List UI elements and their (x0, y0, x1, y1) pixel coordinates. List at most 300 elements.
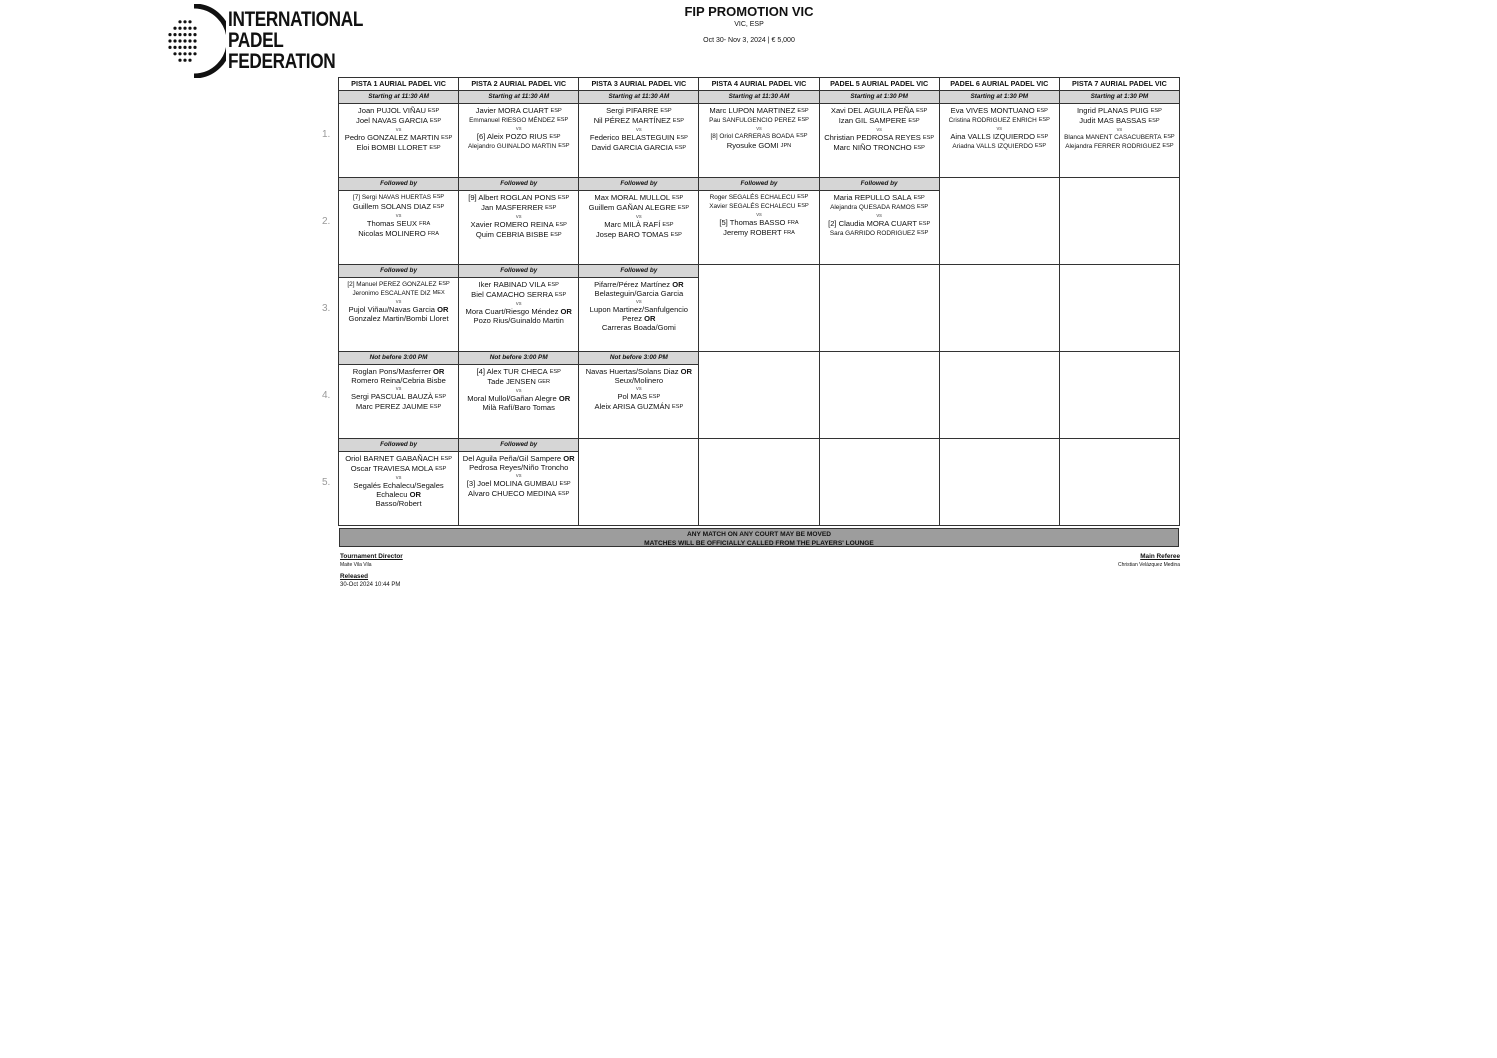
nationality-code: FRA (787, 219, 799, 226)
player-name: Thomas SEUX (366, 218, 418, 228)
vs-label: vs (395, 212, 402, 219)
court-header-5: PADEL 5 AURIAL PADEL VIC (819, 78, 939, 91)
empty-cell (939, 178, 1059, 265)
player-line (941, 106, 1058, 116)
player-name: Mora Cuart/Riesgo Méndez (465, 306, 559, 316)
player-name: Sara GARRIDO RODRIGUEZ (829, 229, 916, 237)
vs-label: vs (515, 472, 522, 479)
player-name: Javier MORA CUART (475, 106, 549, 115)
nationality-code: ESP (1162, 142, 1174, 149)
nationality-code: ESP (916, 204, 929, 211)
player-name: Pujol Viñau/Navas Garcia (348, 304, 435, 314)
vs-label: vs (395, 474, 402, 481)
empty-cell (699, 265, 819, 352)
player-name: Xavier SEGALÉS ECHALECU (709, 203, 796, 211)
player-line (340, 499, 457, 508)
vs-label: vs (636, 385, 642, 392)
director-block (340, 553, 403, 568)
player-name: Nicolas MOLINERO (358, 228, 426, 238)
match-time: Followed by (339, 439, 458, 452)
player-name: Del Aguila Peña/Gil Sampere (462, 454, 562, 463)
nationality-code: ESP (649, 393, 661, 400)
or-label: OR (672, 280, 684, 289)
player-line (1061, 116, 1178, 126)
player-line (460, 479, 577, 489)
released-label: Released (340, 573, 369, 580)
vs-label: vs (636, 298, 642, 305)
player-line (460, 403, 577, 412)
nationality-code: ESP (797, 194, 809, 200)
player-line (580, 280, 697, 289)
player-line (460, 307, 577, 316)
player-name: Aleix ARISA GUZMÁN (594, 401, 671, 411)
nationality-code: ESP (430, 403, 442, 410)
player-line (821, 106, 938, 116)
player-name: Pifarre/Pérez Martínez (594, 280, 671, 289)
empty-cell (819, 352, 939, 439)
or-label: OR (437, 304, 449, 314)
player-line (700, 132, 817, 141)
player-name: Jeremy ROBERT (723, 227, 782, 237)
player-line (460, 116, 577, 125)
match-time: Starting at 11:30 AM (579, 91, 698, 104)
player-name: Eloi BOMBI LLORET (356, 142, 428, 152)
player-line (460, 280, 577, 290)
org-line-3: FEDERATION (228, 50, 336, 73)
player-name: Blanca MANENT CASACUBERTA (1064, 133, 1162, 141)
player-name: Navas Huertas/Solans Diaz (585, 367, 679, 376)
nationality-code: ESP (672, 195, 684, 201)
player-line (340, 116, 457, 126)
empty-cell (1059, 352, 1179, 439)
or-label: OR (432, 367, 445, 376)
player-name: Judit MAS BASSAS (1079, 116, 1147, 126)
player-name: [2] Manuel PEREZ GONZALEZ (347, 281, 437, 288)
player-line (340, 143, 457, 153)
player-name: Marc LUPON MARTINEZ (709, 106, 796, 115)
player-name: Eva VIVES MONTUANO (950, 106, 1035, 115)
player-line (821, 116, 938, 126)
player-name: Carreras Boada/Gomi (601, 323, 676, 333)
released-value: 30-Oct 2024 10:44 PM (340, 582, 401, 588)
court-header-1: PISTA 1 AURIAL PADEL VIC (339, 78, 459, 91)
match-cell (579, 178, 699, 265)
nationality-code: ESP (916, 108, 928, 114)
empty-cell (939, 439, 1059, 526)
nationality-code: ESP (1036, 108, 1048, 114)
vs-label: vs (395, 126, 402, 133)
player-line (821, 193, 938, 203)
player-line (580, 323, 697, 332)
schedule-row-3 (339, 265, 1180, 352)
player-line (580, 402, 697, 412)
empty-cell (939, 265, 1059, 352)
player-name: Ryosuke GOMI (726, 140, 779, 150)
match-time: Not before 3:00 PM (579, 352, 698, 365)
player-line (460, 230, 577, 240)
player-name: Sergi PASCUAL BAUZÀ (351, 391, 433, 401)
player-line (460, 132, 577, 142)
match-cell (939, 91, 1059, 178)
player-name: Alejandra QUESADA RAMOS (830, 204, 915, 212)
nationality-code: ESP (428, 108, 440, 114)
court-header-3: PISTA 3 AURIAL PADEL VIC (579, 78, 699, 91)
player-name: Marc PEREZ JAUME (355, 401, 429, 411)
player-name: Echalecu (376, 489, 408, 499)
player-line (580, 106, 697, 116)
player-line (460, 203, 577, 213)
player-line (580, 289, 697, 298)
match-time: Starting at 1:30 PM (940, 91, 1059, 104)
empty-cell (939, 352, 1059, 439)
player-name: [5] Thomas BASSO (719, 217, 786, 227)
vs-label: vs (515, 387, 522, 394)
match-cell (322, 265, 459, 352)
player-line (580, 116, 697, 126)
nationality-code: ESP (908, 118, 920, 125)
player-line (700, 202, 817, 211)
or-label: OR (560, 306, 572, 316)
player-name: [3] Joel MOLINA GUMBAU (466, 478, 558, 488)
player-line (700, 116, 817, 125)
player-line (821, 203, 938, 212)
player-name: Ariadna VALLS IZQUIERDO (952, 142, 1033, 150)
player-line (580, 392, 697, 402)
match-time: Followed by (459, 439, 578, 452)
match-cell (819, 178, 939, 265)
nationality-code: ESP (918, 220, 931, 227)
match-cell (459, 352, 579, 439)
player-name: Basso/Robert (375, 499, 422, 509)
nationality-code: ESP (558, 490, 570, 497)
player-name: Quim CEBRIA BISBE (475, 229, 549, 239)
match-cell (322, 91, 459, 178)
player-name: Roglan Pons/Masferrer (352, 367, 431, 376)
player-line (1061, 106, 1178, 116)
player-line (580, 314, 697, 323)
player-name: Alvaro CHUECO MEDINA (468, 488, 557, 498)
nationality-code: ESP (550, 108, 562, 114)
player-name: Maria REPULLO SALA (833, 193, 912, 202)
row-label: 4. (322, 390, 331, 401)
player-name: Josep BARO TOMAS (595, 229, 669, 239)
nationality-code: ESP (672, 403, 684, 410)
referee-name: Christian Velázquez Medina (1118, 562, 1180, 568)
notice-line-2: MATCHES WILL BE OFFICIALLY CALLED FROM THE PLAYERS' LOUNGE (644, 540, 874, 547)
nationality-code: FRA (783, 229, 795, 236)
player-line (700, 106, 817, 116)
player-name: Tade JENSEN (487, 377, 536, 387)
match-time: Starting at 11:30 AM (699, 91, 818, 104)
player-line (821, 219, 938, 229)
match-cell (699, 178, 819, 265)
row-label: 1. (322, 129, 331, 140)
empty-cell (699, 352, 819, 439)
player-line (941, 142, 1058, 151)
court-header-2: PISTA 2 AURIAL PADEL VIC (459, 78, 579, 91)
notice-banner (339, 528, 1179, 547)
player-name: Max MORAL MULLOL (594, 193, 671, 202)
player-name: Joel NAVAS GARCIA (356, 116, 428, 126)
player-line (700, 228, 817, 238)
or-label: OR (644, 313, 656, 323)
player-line (700, 218, 817, 228)
player-line (460, 367, 577, 377)
player-name: Alejandra FERRER RODRIGUEZ (1065, 142, 1161, 150)
player-line (460, 454, 577, 463)
nationality-code: ESP (676, 134, 688, 141)
player-line (340, 376, 457, 385)
player-name: Guillem SOLANS DIAZ (352, 202, 431, 212)
nationality-code: GER (537, 379, 551, 386)
player-line (460, 463, 577, 472)
nationality-code: ESP (796, 132, 808, 139)
player-line (580, 367, 697, 376)
nationality-code: ESP (660, 108, 672, 114)
vs-label: vs (756, 211, 762, 218)
nationality-code: ESP (797, 203, 809, 210)
match-cell (579, 265, 699, 352)
match-cell (459, 439, 579, 526)
nationality-code: ESP (677, 205, 690, 212)
or-label: OR (558, 393, 571, 403)
player-name: Lupon Martinez/Sanfulgencio (589, 304, 689, 314)
player-line (700, 141, 817, 151)
empty-cell (699, 439, 819, 526)
player-line (460, 142, 577, 151)
player-name: Xavier ROMERO REINA (470, 219, 554, 229)
director-label: Tournament Director (340, 553, 403, 560)
player-line (340, 305, 457, 314)
player-name: Pol MAS (617, 391, 648, 401)
player-line (580, 305, 697, 314)
player-name: Federico BELASTEGUIN (589, 132, 675, 142)
player-line (1061, 133, 1178, 142)
player-name: Pozo Rius/Guinaldo Martin (473, 315, 564, 325)
player-line (460, 220, 577, 230)
schedule-row-2 (339, 178, 1180, 265)
nationality-code: ESP (550, 231, 562, 238)
player-name: Romero Reina/Cebria Bisbe (351, 376, 446, 386)
match-cell (1059, 91, 1179, 178)
nationality-code: ESP (555, 292, 567, 299)
match-time: Starting at 1:30 PM (820, 91, 939, 104)
tournament-dates: Oct 30- Nov 3, 2024 | € 5,000 (703, 37, 795, 44)
vs-label: vs (515, 300, 522, 307)
match-time: Not before 3:00 PM (339, 352, 458, 365)
nationality-code: ESP (547, 282, 559, 288)
vs-label: vs (636, 126, 642, 133)
vs-label: vs (395, 298, 402, 305)
notice-line-1: ANY MATCH ON ANY COURT MAY BE MOVED (686, 531, 832, 538)
nationality-code: ESP (549, 369, 561, 375)
row-label: 5. (322, 477, 331, 488)
player-name: [7] Sergi NAVAS HUERTAS (352, 194, 431, 201)
player-name: Sergi PIFARRE (606, 106, 659, 115)
nationality-code: ESP (435, 466, 447, 473)
empty-cell (819, 439, 939, 526)
vs-label: vs (515, 125, 522, 132)
player-name: Segalés Echalecu/Segales (353, 480, 444, 490)
row-label: 2. (322, 216, 331, 227)
player-line (340, 481, 457, 490)
player-line (340, 133, 457, 143)
player-name: Pedro GONZALEZ MARTIN (344, 132, 440, 142)
player-line (460, 193, 577, 203)
nationality-code: ESP (797, 108, 809, 114)
nationality-code: ESP (559, 480, 571, 487)
player-name: Jeronimo ESCALANTE DIZ (352, 290, 431, 298)
vs-label: vs (1116, 126, 1123, 133)
player-name: Joan PUJOL VIÑAU (357, 106, 427, 115)
match-cell (459, 91, 579, 178)
row-label: 3. (322, 303, 331, 314)
player-name: Milà Rafí/Baro Tomas (482, 402, 555, 412)
player-name: Moral Mullol/Gañan Alegre (467, 393, 557, 403)
court-header-row (339, 78, 1180, 91)
player-line (460, 394, 577, 403)
schedule-row-5 (339, 439, 1180, 526)
player-line (941, 132, 1058, 142)
empty-cell (1059, 439, 1179, 526)
org-line-1: INTERNATIONAL (228, 8, 364, 31)
player-name: Perez (622, 313, 643, 323)
player-line (460, 106, 577, 116)
nationality-code: ESP (555, 221, 567, 228)
nationality-code: MEX (432, 290, 445, 297)
vs-label: vs (876, 212, 882, 219)
nationality-code: ESP (1038, 117, 1050, 124)
player-line (941, 116, 1058, 125)
player-line (1061, 142, 1178, 151)
order-of-play-grid (322, 77, 1180, 526)
vs-label: vs (996, 125, 1003, 132)
player-name: Marc NIÑO TRONCHO (833, 142, 912, 152)
vs-label: vs (876, 126, 882, 133)
court-header-7: PISTA 7 AURIAL PADEL VIC (1059, 78, 1179, 91)
schedule-row-4 (339, 352, 1180, 439)
or-label: OR (409, 489, 421, 499)
nationality-code: ESP (913, 144, 925, 151)
player-name: Belasteguin/Garcia Garcia (594, 289, 684, 299)
player-line (580, 133, 697, 143)
nationality-code: ESP (433, 204, 445, 211)
tournament-title: FIP PROMOTION VIC (684, 4, 814, 19)
referee-label: Main Referee (1140, 553, 1180, 560)
match-time: Starting at 11:30 AM (459, 91, 578, 104)
player-line (340, 392, 457, 402)
vs-label: vs (515, 213, 522, 220)
match-time: Starting at 11:30 AM (339, 91, 458, 104)
nationality-code: ESP (1163, 133, 1175, 140)
empty-cell (1059, 265, 1179, 352)
match-cell (322, 439, 459, 526)
nationality-code: ESP (670, 231, 682, 238)
player-name: Aina VALLS IZQUIERDO (950, 131, 1036, 141)
player-name: Roger SEGALÉS ECHALECU (709, 194, 796, 201)
player-name: Iker RABINAD VILA (478, 280, 546, 289)
player-name: Oscar TRAVIESA MOLA (350, 464, 434, 474)
player-name: Jan MASFERRER (481, 203, 544, 213)
nationality-code: ESP (913, 195, 925, 201)
player-name: [2] Claudia MORA CUART (828, 218, 917, 228)
player-line (340, 367, 457, 376)
match-time: Followed by (339, 178, 458, 191)
or-label: OR (680, 367, 693, 376)
nationality-code: ESP (558, 195, 570, 201)
match-cell (699, 91, 819, 178)
empty-cell (579, 439, 699, 526)
player-name: Biel CAMACHO SERRA (471, 290, 554, 300)
player-line (460, 489, 577, 499)
player-line (340, 490, 457, 499)
nationality-code: ESP (662, 221, 674, 228)
match-cell (579, 91, 699, 178)
ipf-logo (166, 4, 364, 78)
player-name: Emmanuel RIESGO MÉNDEZ (469, 117, 556, 125)
player-line (460, 316, 577, 325)
nationality-code: ESP (1148, 118, 1160, 125)
player-line (700, 193, 817, 202)
player-name: Izan GIL SAMPERE (838, 116, 907, 126)
nationality-code: ESP (545, 205, 557, 212)
nationality-code: FRA (427, 230, 439, 237)
player-line (821, 133, 938, 143)
player-line (580, 376, 697, 385)
nationality-code: ESP (917, 229, 929, 236)
player-line (580, 193, 697, 203)
player-line (580, 203, 697, 213)
match-cell (459, 265, 579, 352)
nationality-code: ESP (557, 117, 569, 124)
padel-ball-icon (166, 4, 226, 78)
player-name: [4] Alex TUR CHECA (476, 367, 548, 376)
court-header-4: PISTA 4 AURIAL PADEL VIC (699, 78, 819, 91)
player-line (340, 193, 457, 202)
player-line (340, 202, 457, 212)
nationality-code: ESP (441, 134, 453, 141)
player-name: Gonzalez Martin/Bombi Lloret (348, 313, 449, 323)
player-name: [6] Aleix POZO RIUS (476, 131, 548, 141)
match-time: Followed by (820, 178, 939, 191)
player-name: Christian PEDROSA REYES (824, 132, 921, 142)
player-line (821, 229, 938, 238)
nationality-code: ESP (440, 456, 452, 462)
player-name: [9] Albert ROGLAN PONS (468, 193, 556, 202)
empty-cell (819, 265, 939, 352)
player-name: Cristina RODRIGUEZ ENRICH (948, 117, 1037, 125)
player-name: Nil PÉREZ MARTÍNEZ (593, 116, 671, 126)
empty-cell (1059, 178, 1179, 265)
nationality-code: ESP (922, 134, 935, 141)
player-line (460, 377, 577, 387)
nationality-code: ESP (434, 393, 447, 400)
player-line (460, 290, 577, 300)
player-line (340, 464, 457, 474)
player-line (340, 280, 457, 289)
match-time: Followed by (579, 178, 698, 191)
match-cell (579, 352, 699, 439)
match-time: Followed by (459, 265, 578, 278)
player-line (340, 454, 457, 464)
player-line (340, 289, 457, 298)
player-name: Alejandro GUINALDO MARTIN (467, 142, 557, 150)
nationality-code: JPN (780, 142, 792, 149)
player-line (340, 219, 457, 229)
nationality-code: ESP (438, 281, 450, 287)
or-label: OR (563, 454, 575, 463)
player-line (580, 143, 697, 153)
